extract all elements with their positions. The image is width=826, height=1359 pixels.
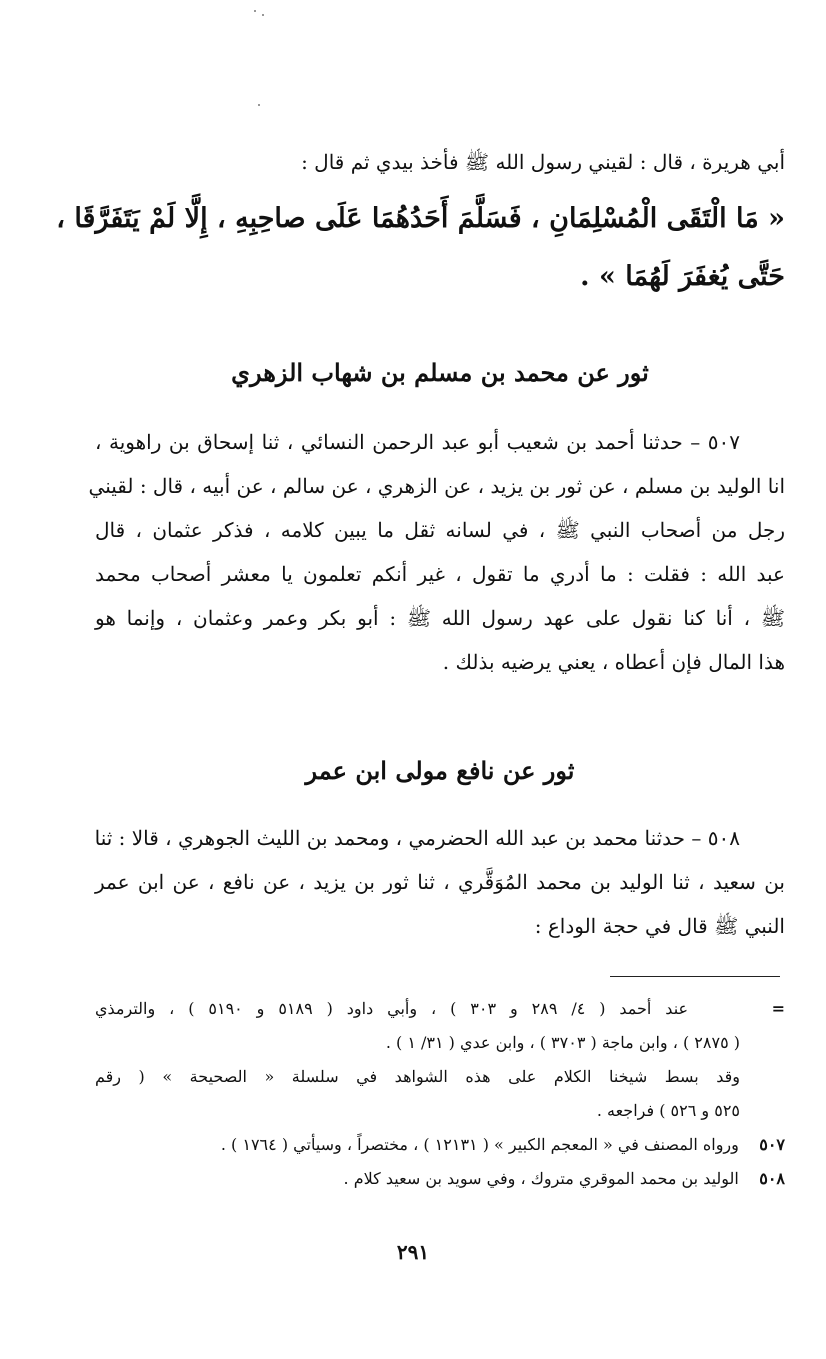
section-2-line-2: بن سعيد ، ثنا الوليد بن محمد المُوَقَّري ، ثنا ثور بن يزيد ، عن نافع ، عن ابن عمر: [95, 870, 785, 894]
section-1-body: [88, 420, 785, 684]
scan-specks: [250, 8, 270, 118]
section-1-line-6: هذا المال فإن أعطاه ، يعني يرضيه بذلك .: [442, 650, 785, 674]
footnote-rule: [610, 976, 780, 977]
hadith-block: [56, 190, 785, 306]
section-heading-1: ثور عن محمد بن مسلم بن شهاب الزهري: [231, 358, 649, 387]
footnote-2-line: [95, 1128, 785, 1162]
footnote-1-text-1: عند أحمد ( ٤/ ٢٨٩ و ٣٠٣ ) ، وأبي داود ( ٥١٨٩ و ٥١٩٠ ) ، والترمذي: [95, 999, 689, 1018]
section-2-line-3: النبي ﷺ قال في حجة الوداع :: [534, 914, 785, 938]
page-number: ٢٩١: [396, 1240, 430, 1264]
top-text-block: [95, 140, 785, 184]
footnote-3-text: الوليد بن محمد الموقري متروك ، وفي سويد بن سعيد كلام .: [343, 1169, 739, 1188]
intro-line: أبي هريرة ، قال : لقيني رسول الله ﷺ فأخذ بيدي ثم قال :: [301, 150, 785, 174]
footnote-2-marker: ٥٠٧: [759, 1135, 785, 1154]
section-1-line-5: ﷺ ، أنا كنا نقول على عهد رسول الله ﷺ : أبو بكر وعمر وعثمان ، وإنما هو: [95, 606, 785, 630]
section-heading-2: ثور عن نافع مولى ابن عمر: [305, 756, 575, 785]
section-1-line-2: انا الوليد بن مسلم ، عن ثور بن يزيد ، عن الزهري ، عن سالم ، عن أبيه ، قال : لقيني: [88, 474, 785, 498]
footnote-2-text: ورواه المصنف في « المعجم الكبير » ( ١٢١٣١ ) ، مختصراً ، وسيأتي ( ١٧٦٤ ) .: [220, 1135, 739, 1154]
footnote-1-line-4: ٥٢٥ و ٥٢٦ ) فراجعه .: [596, 1101, 740, 1120]
section-1-line-1: ٥٠٧ – حدثنا أحمد بن شعيب أبو عبد الرحمن النسائي ، ثنا إسحاق بن راهوية ،: [95, 430, 741, 454]
section-2-body: [95, 816, 785, 948]
section-2-line-1: ٥٠٨ – حدثنا محمد بن عبد الله الحضرمي ، ومحمد بن الليث الجوهري ، قالا : ثنا: [94, 826, 740, 850]
section-1-line-3: رجل من أصحاب النبي ﷺ ، في لسانه ثقل ما يبين كلامه ، فذكر عثمان ، قال: [95, 518, 785, 542]
hadith-line-2: حَتَّى يُغفَرَ لَهُمَا » .: [580, 261, 785, 292]
footnote-1-line-1: [95, 992, 785, 1026]
footnote-1-line-3: وقد بسط شيخنا الكلام على هذه الشواهد في سلسلة « الصحيحة » ( رقم: [95, 1067, 741, 1086]
footnote-3-line: [95, 1162, 785, 1196]
section-1-line-4: عبد الله : فقلت : ما أدري ما تقول ، غير أنكم تعلمون يا معشر أصحاب محمد: [95, 562, 785, 586]
hadith-line-1: « مَا الْتَقَى الْمُسْلِمَانِ ، فَسَلَّمَ أَحَدُهُمَا عَلَى صاحِبِهِ ، إِلَّا لَمْ يَتَفَرَّقَا ،: [56, 203, 785, 234]
footnotes-block: [95, 992, 785, 1196]
footnote-1-line-2: ( ٢٨٧٥ ) ، وابن ماجة ( ٣٧٠٣ ) ، وابن عدي ( ٣١/ ١ ) .: [385, 1033, 740, 1052]
footnote-3-marker: ٥٠٨: [759, 1169, 785, 1188]
footnote-1-marker: =: [771, 999, 786, 1018]
